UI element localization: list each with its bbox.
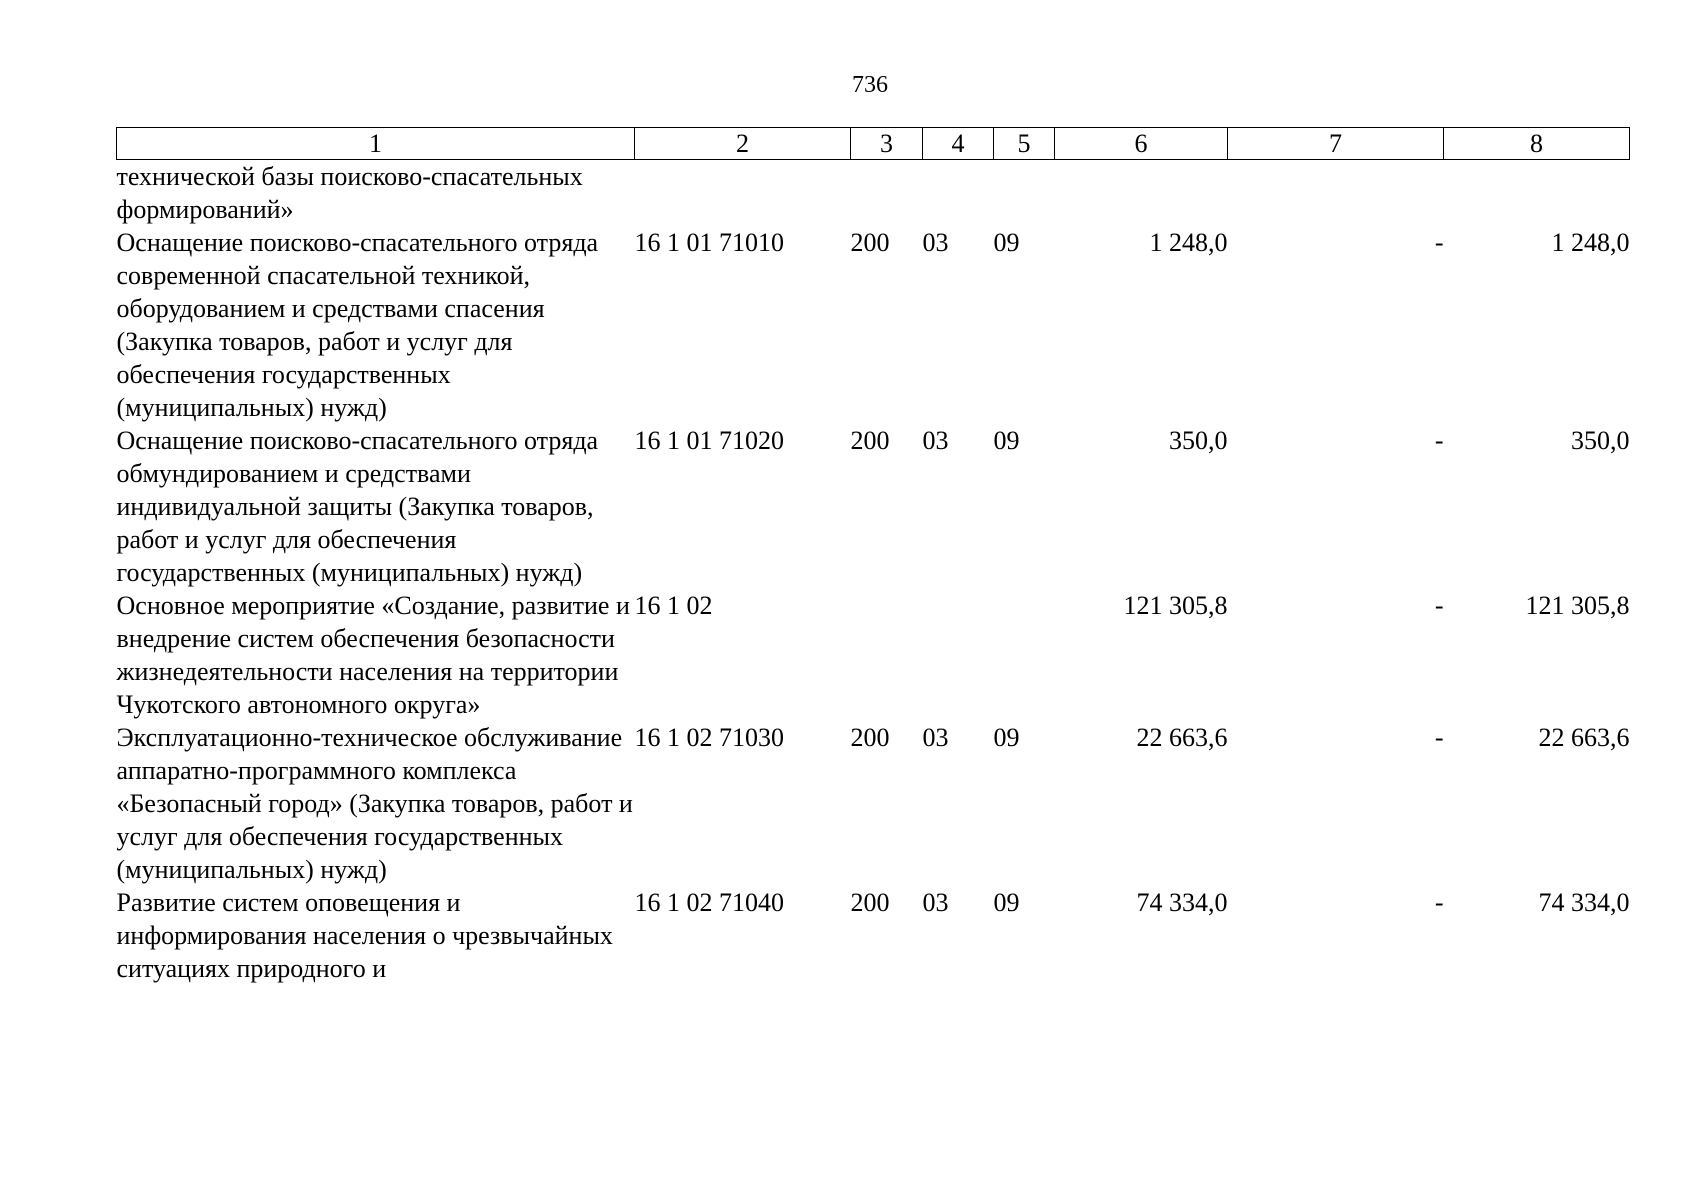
column-header-2: 2: [635, 128, 851, 160]
row-col-6: 74 334,0: [1136, 888, 1228, 917]
row-col-8: 350,0: [1571, 426, 1630, 455]
row-col-3: 200: [850, 723, 890, 752]
row-col-4: [923, 160, 994, 227]
row-code: [635, 160, 851, 227]
row-col-8: 22 663,6: [1538, 723, 1630, 752]
row-code: 16 1 01 71010: [634, 228, 784, 257]
column-header-6: 6: [1055, 128, 1228, 160]
row-name: Эксплуатационно-техническое обслуживание аппаратно-программного комплекса «Безопасный город» (Закупка товаров, работ и услуг для обеспечения государственных (муниципальных) нужд): [116, 723, 633, 884]
table-row: [117, 721, 1630, 886]
row-col-5: 09: [993, 426, 1020, 455]
row-name: Оснащение поисково-спасательного отряда современной спасательной техникой, оборудованием и средствами спасения (Закупка товаров, работ и услуг для обеспечения государственных (муниципальных) нужд): [116, 228, 599, 422]
row-col-3: 200: [850, 426, 890, 455]
table-row: [117, 226, 1630, 424]
row-col-4: 03: [922, 228, 949, 257]
column-header-1: 1: [117, 128, 635, 160]
row-col-7: -: [1434, 888, 1444, 917]
row-col-3: [851, 160, 923, 227]
row-col-6: 1 248,0: [1149, 228, 1228, 257]
row-name: технической базы поисково-спасательных формирований»: [116, 162, 583, 224]
row-col-4: [923, 589, 994, 721]
row-col-8: 74 334,0: [1538, 888, 1630, 917]
row-col-7: -: [1434, 426, 1444, 455]
row-col-6: 350,0: [1169, 426, 1228, 455]
row-col-3: 200: [850, 888, 890, 917]
column-header-5: 5: [994, 128, 1055, 160]
row-code: 16 1 02 71030: [634, 723, 784, 752]
row-col-7: -: [1434, 228, 1444, 257]
row-col-7: [1228, 160, 1444, 227]
row-col-8: 121 305,8: [1525, 591, 1630, 620]
row-col-4: 03: [922, 723, 949, 752]
row-col-8: [1444, 160, 1630, 227]
column-header-7: 7: [1228, 128, 1444, 160]
table-row: [117, 589, 1630, 721]
table-row: [117, 886, 1630, 985]
row-col-8: 1 248,0: [1551, 228, 1630, 257]
row-code: 16 1 01 71020: [634, 426, 784, 455]
table-row: [117, 424, 1630, 589]
budget-table: [116, 127, 1630, 985]
row-col-5: 09: [993, 888, 1020, 917]
row-col-5: [994, 160, 1055, 227]
table-row: [117, 160, 1630, 227]
row-col-4: 03: [922, 426, 949, 455]
row-col-5: 09: [993, 723, 1020, 752]
row-code: 16 1 02 71040: [634, 888, 784, 917]
row-col-3: [851, 589, 923, 721]
column-header-8: 8: [1444, 128, 1630, 160]
column-number-header-row: [117, 128, 1630, 160]
row-col-6: 22 663,6: [1136, 723, 1228, 752]
page-number: 736: [852, 72, 888, 98]
row-col-7: -: [1434, 723, 1444, 752]
row-col-6: 121 305,8: [1123, 591, 1228, 620]
column-header-3: 3: [851, 128, 923, 160]
row-col-6: [1055, 160, 1228, 227]
row-col-4: 03: [922, 888, 949, 917]
row-col-7: -: [1434, 591, 1444, 620]
row-col-5: 09: [993, 228, 1020, 257]
row-col-3: 200: [850, 228, 890, 257]
column-header-4: 4: [923, 128, 994, 160]
row-col-5: [994, 589, 1055, 721]
row-name: Основное мероприятие «Создание, развитие и внедрение систем обеспечения безопасности жизнедеятельности населения на территории Чукотского автономного округа»: [116, 591, 630, 719]
row-name: Развитие систем оповещения и информирования населения о чрезвычайных ситуациях природного и: [116, 888, 613, 983]
row-code: 16 1 02: [634, 591, 713, 620]
row-name: Оснащение поисково-спасательного отряда обмундированием и средствами индивидуальной защиты (Закупка товаров, работ и услуг для обеспечения государственных (муниципальных) нужд): [116, 426, 599, 587]
